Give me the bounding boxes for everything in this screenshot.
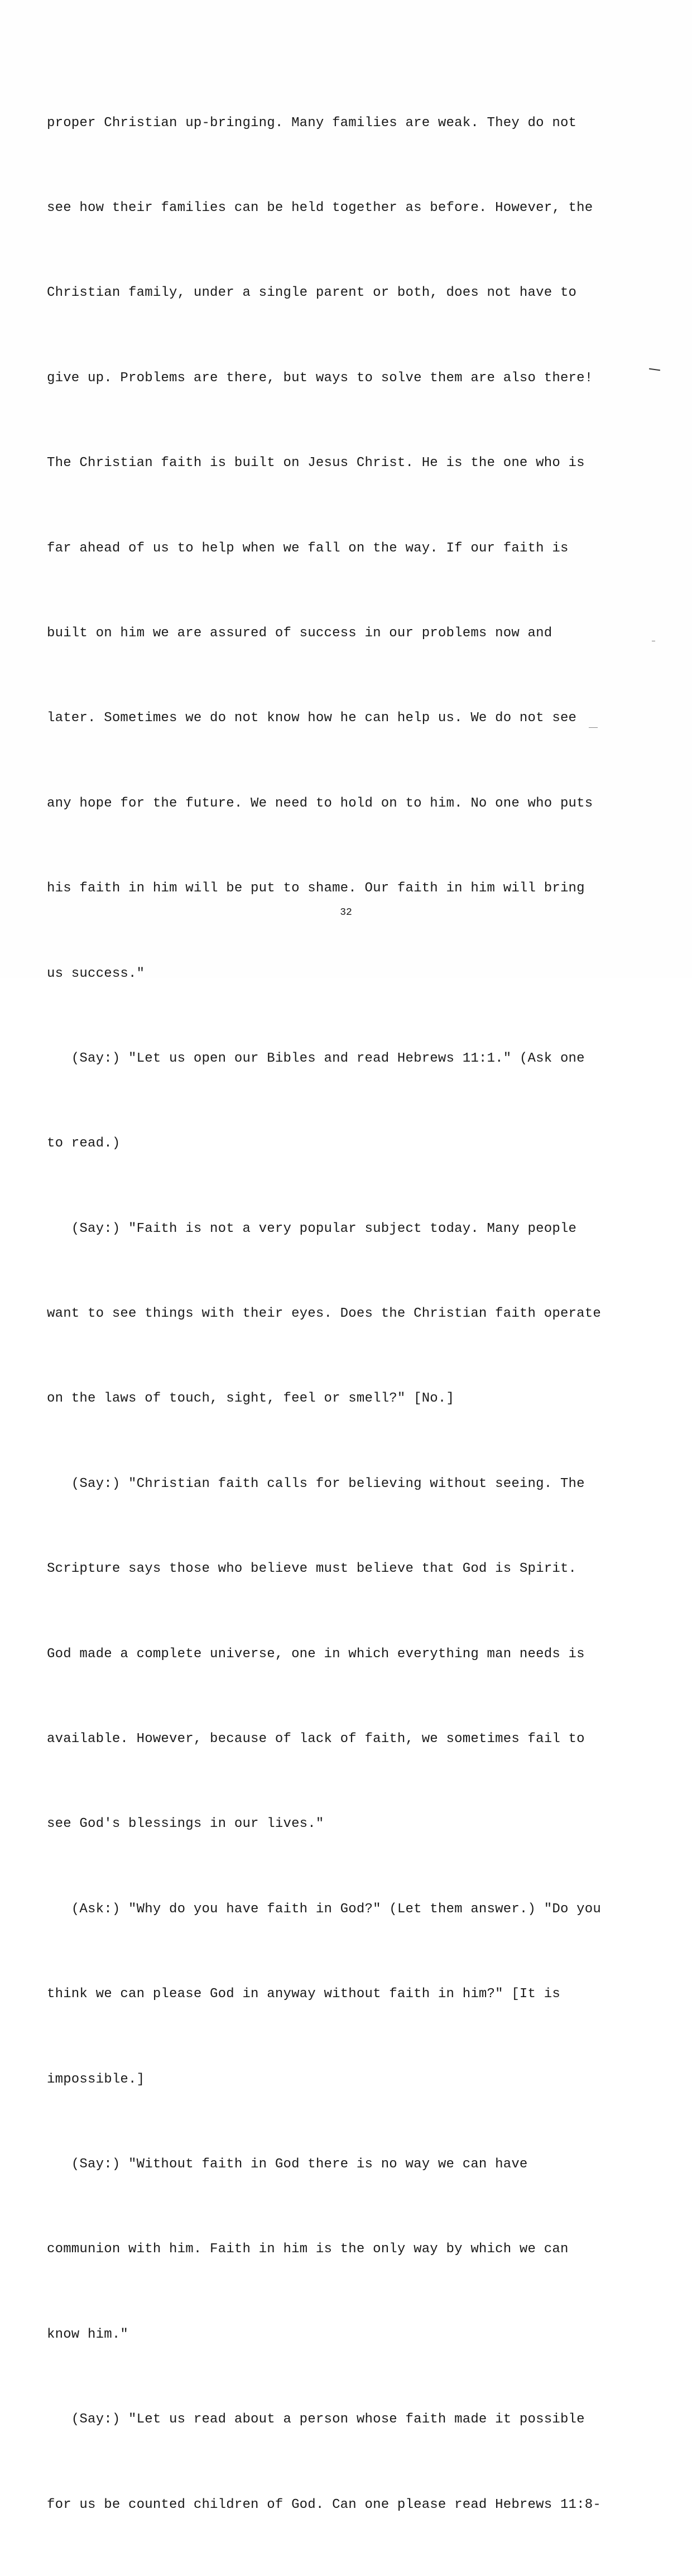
text-line: want to see things with their eyes. Does the Christian faith operate [47,1306,601,1322]
text-line: (Say:) "Christian faith calls for believing without seeing. The [47,1476,585,1491]
text-line: for us be counted children of God. Can one please read Hebrews 11:8- [47,2497,601,2512]
scan-artifact [589,727,598,728]
text-line: communion with him. Faith in him is the only way by which we can [47,2242,569,2257]
text-line: any hope for the future. We need to hold on to him. No one who puts [47,795,593,811]
scan-artifact [649,368,660,371]
page-number: 32 [340,907,352,918]
text-line: his faith in him will be put to shame. Our faith in him will bring [47,881,585,896]
text-line: know him." [47,2326,129,2342]
text-line: far ahead of us to help when we fall on the way. If our faith is [47,540,569,556]
text-line: (Ask:) "Why do you have faith in God?" (Let them answer.) "Do you [47,1901,601,1917]
text-line: on the laws of touch, sight, feel or smell?" [No.] [47,1391,455,1407]
text-line: The Christian faith is built on Jesus Christ. He is the one who is [47,455,585,471]
text-line: us success." [47,966,145,981]
text-line: Christian family, under a single parent or both, does not have to [47,285,577,301]
text-line: Scripture says those who believe must believe that God is Spirit. [47,1561,577,1577]
text-line: see God's blessings in our lives." [47,1816,324,1832]
text-line: later. Sometimes we do not know how he can help us. We do not see [47,711,577,726]
text-line: impossible.] [47,2071,145,2087]
body-text [47,52,650,2576]
text-line: (Say:) "Faith is not a very popular subject today. Many people [47,1221,577,1236]
text-line: to read.) [47,1136,121,1152]
text-line: God made a complete universe, one in which everything man needs is [47,1646,585,1662]
text-line: give up. Problems are there, but ways to solve them are also there! [47,370,593,386]
text-line: (Say:) "Let us open our Bibles and read Hebrews 11:1." (Ask one [47,1050,585,1066]
text-line: see how their families can be held together as before. However, the [47,200,593,215]
text-line: proper Christian up-bringing. Many families are weak. They do not [47,115,577,131]
text-line: available. However, because of lack of faith, we sometimes fail to [47,1731,585,1747]
text-line: think we can please God in anyway without faith in him?" [It is [47,1987,560,2002]
text-line: built on him we are assured of success in our problems now and [47,625,552,641]
text-line: (Say:) "Let us read about a person whose faith made it possible [47,2412,585,2428]
text-line: (Say:) "Without faith in God there is no way we can have [47,2156,528,2172]
